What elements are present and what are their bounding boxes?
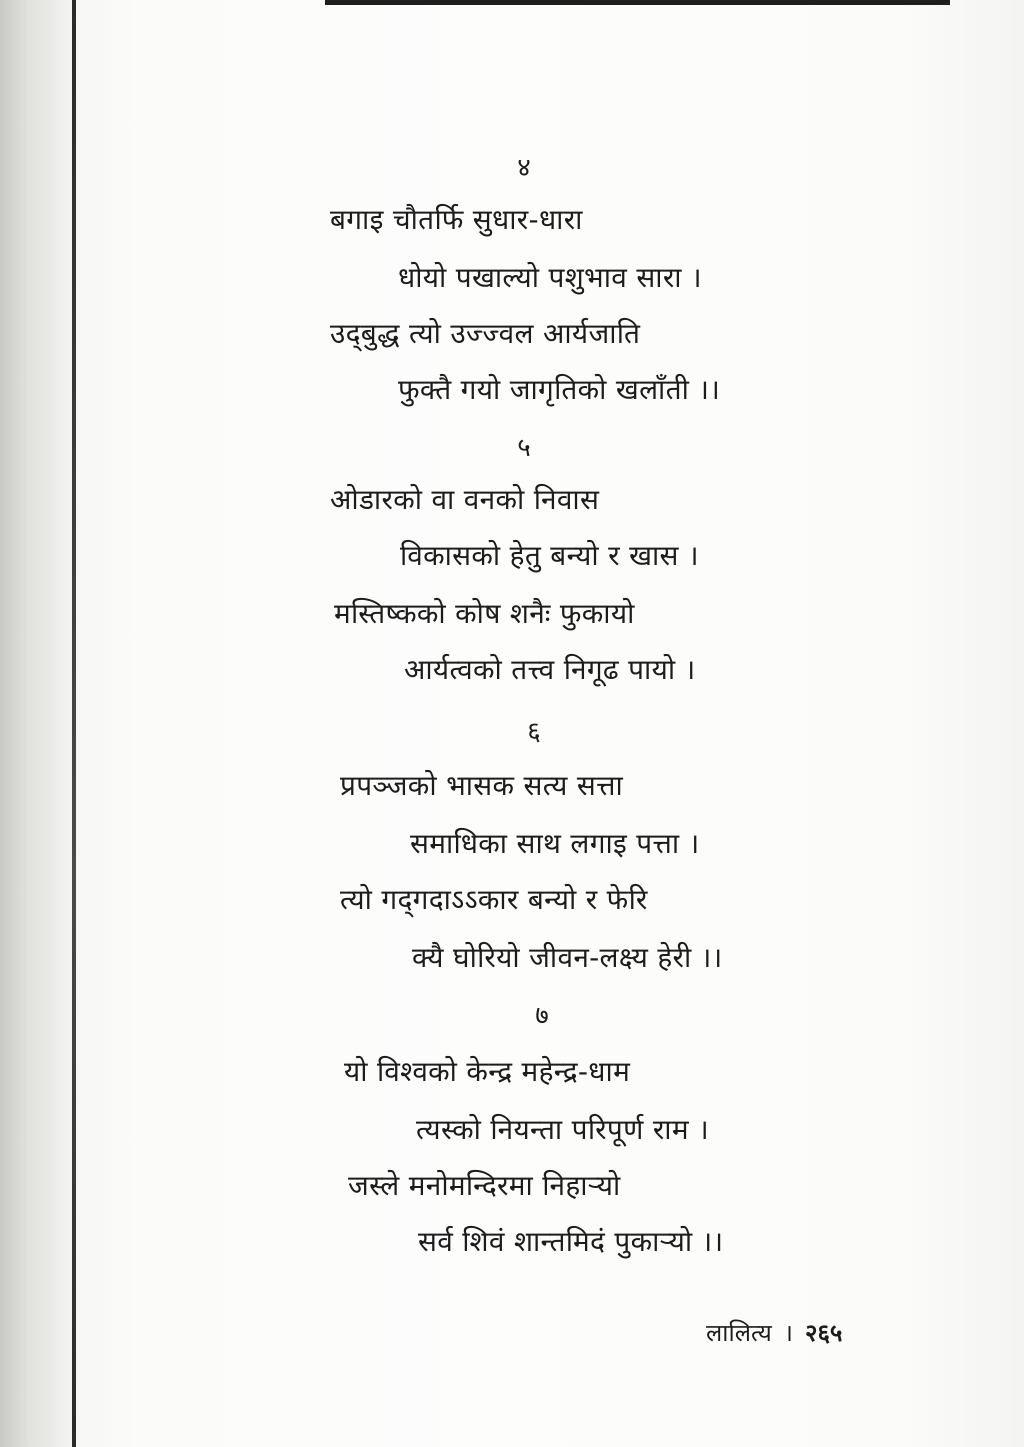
verse-line: प्रपञ्जको भासक सत्य सत्ता [340,769,624,802]
verse-line: ओडारको वा वनको निवास [330,483,600,516]
verse-line: विकासको हेतु बन्यो र खास । [400,539,699,572]
verse-line: त्यस्को नियन्ता परिपूर्ण राम । [416,1113,709,1146]
binding-edge [72,0,76,1447]
verse-line: त्यो गद्‌गदाऽऽकार बन्यो र फेरि [340,883,648,916]
verse-line: क्यै घोरियो जीवन-लक्ष्य हेरी ।। [412,941,723,974]
running-title: लालित्य [706,1319,772,1347]
verse-line: बगाइ चौतर्फि सुधार-धारा [330,203,583,236]
page-footer [706,1316,842,1350]
verse-line: धोयो पखाल्यो पशुभाव सारा । [398,261,702,294]
stanza-number: ५ [517,433,531,463]
top-page-edge [325,0,950,5]
stanza-number: ६ [527,717,541,747]
verse-line: सर्व शिवं शान्तमिदं पुकाऱ्यो ।। [418,1225,724,1258]
verse-line: यो विश्वको केन्द्र महेन्द्र-धाम [344,1055,631,1088]
verse-line: जस्ले मनोमन्दिरमा निहाऱ्यो [348,1169,621,1202]
verse-line: फुक्तै गयो जागृतिको खलाँती ।। [398,373,721,406]
footer-separator: । [783,1319,793,1347]
verse-line: समाधिका साथ लगाइ पत्ता । [410,827,700,860]
binding-shadow [0,0,80,1447]
stanza-number: ४ [517,153,531,183]
verse-line: आर्यत्वको तत्त्व निगूढ पायो । [404,653,696,686]
verse-line: मस्तिष्कको कोष शनैः फुकायो [334,597,635,630]
verse-line: उद्‍बुद्ध त्यो उज्ज्वल आर्यजाति [330,317,641,350]
stanza-number: ७ [535,1001,549,1031]
page-number: २६५ [804,1319,843,1347]
